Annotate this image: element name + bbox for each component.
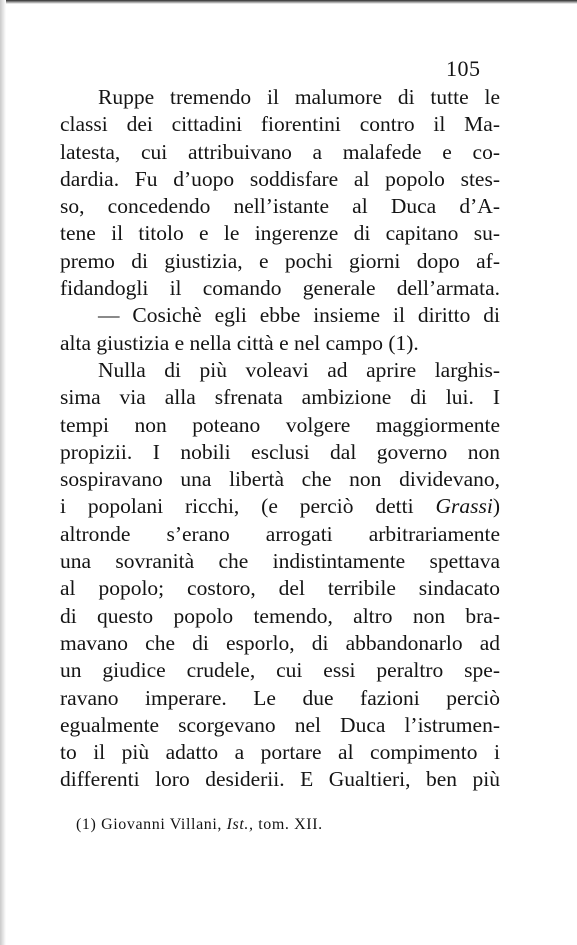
- text-line: to il più adatto a portare al compimento i: [60, 740, 500, 765]
- text-line: un giudice crudele, cui essi peraltro spe-: [60, 658, 500, 683]
- text-line: mavano che di esporlo, di abbandonarlo ad: [60, 630, 500, 655]
- text-line: i popolani ricchi, (e perciò detti Grassi): [60, 494, 500, 519]
- text-line: premo di giustizia, e pochi giorni dopo af-: [60, 248, 500, 273]
- footnote-volume: tom. XII.: [258, 816, 323, 833]
- body-text: [60, 84, 500, 794]
- text-line: dardia. Fu d’uopo soddisfare al popolo stes-: [60, 166, 500, 191]
- text-line: Ruppe tremendo il malumore di tutte le: [98, 85, 500, 109]
- footnote: [76, 815, 323, 835]
- footnote-work: Ist.,: [226, 816, 254, 833]
- text-line: altronde s’erano arrogati arbitrariamente: [60, 521, 500, 546]
- text-line: sospiravano una libertà che non dividevano,: [60, 467, 500, 492]
- text-line: differenti loro desiderii. E Gualtieri, ben più: [60, 767, 500, 792]
- text-line: tempi non poteano volgere maggiormente: [60, 412, 500, 437]
- text-line: alta giustizia e nella città e nel campo (1).: [60, 330, 419, 355]
- footnote-author: Giovanni Villani,: [101, 816, 223, 833]
- text-line: al popolo; costoro, del terribile sindacato: [60, 576, 500, 601]
- page-number: 105: [446, 56, 481, 81]
- text-line: egualmente scorgevano nel Duca l’istrumen-: [60, 712, 500, 737]
- text-line: sima via alla sfrenata ambizione di lui. I: [60, 385, 500, 410]
- text-line: propizii. I nobili esclusi dal governo non: [60, 439, 500, 464]
- italic-term: Grassi: [435, 494, 493, 519]
- scan-shadow-left: [0, 0, 6, 945]
- text-line: tene il titolo e le ingerenze di capitano su-: [60, 221, 500, 246]
- scan-shadow-top: [0, 0, 577, 4]
- text-line: una sovranità che indistintamente spettava: [60, 549, 500, 574]
- text-line: — Cosichè egli ebbe insieme il diritto di: [98, 303, 500, 328]
- text-line: latesta, cui attribuivano a malafede e co-: [60, 139, 500, 164]
- text-line: Nulla di più voleavi ad aprire larghis-: [98, 357, 500, 382]
- text-line: so, concedendo nell’istante al Duca d’A-: [60, 194, 500, 219]
- text-line: ravano imperare. Le due fazioni perciò: [60, 685, 500, 710]
- text-line: fidandogli il comando generale dell’armata.: [60, 276, 500, 301]
- footnote-marker: (1): [76, 816, 97, 833]
- text-line: di questo popolo temendo, altro non bra-: [60, 603, 500, 628]
- text-line: classi dei cittadini fiorentini contro il Ma-: [60, 112, 500, 137]
